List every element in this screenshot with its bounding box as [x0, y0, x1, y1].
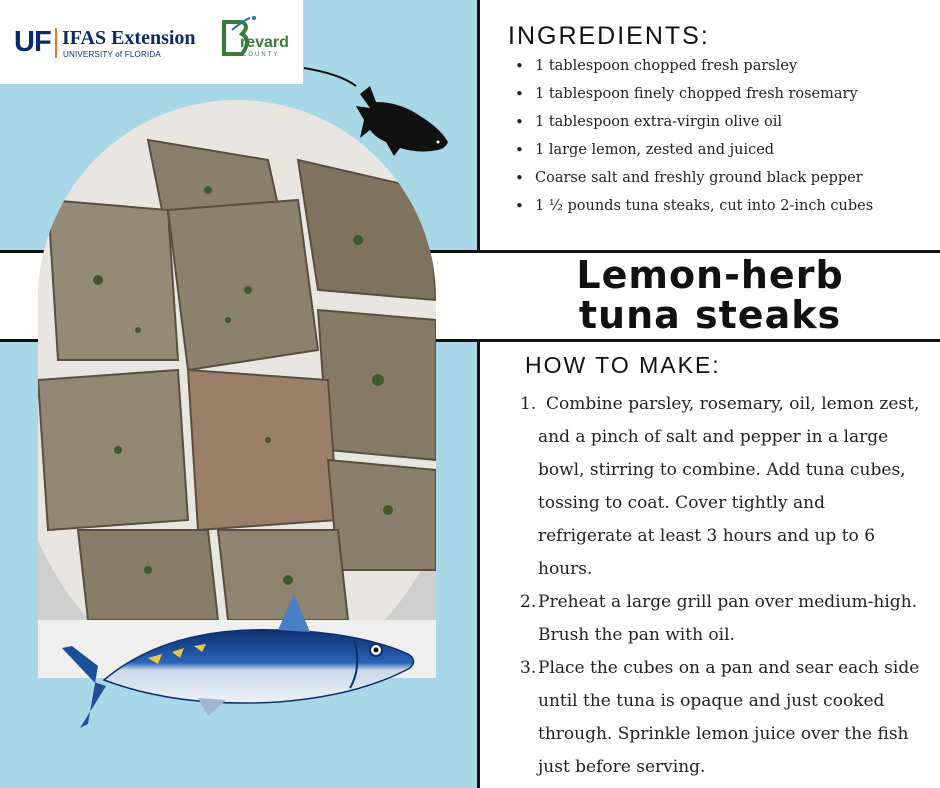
- uf-logo: UF: [14, 26, 51, 58]
- recipe-title: [540, 255, 880, 335]
- uf-logo-divider: [55, 28, 57, 58]
- ingredient-item: • 1 tablespoon extra-virgin olive oil: [515, 110, 873, 138]
- logo-box: [0, 0, 303, 84]
- ifas-extension-title: IFAS Extension: [62, 27, 196, 49]
- steps-list: [520, 388, 920, 784]
- bluefin-tuna-illustration: [58, 588, 422, 740]
- ingredient-item: • 1 tablespoon chopped fresh parsley: [515, 54, 873, 82]
- fish-silhouette-icon: [300, 64, 452, 156]
- step-text: Place the cubes on a pan and sear each side until the tuna is opaque and just cooked through. Sprinkle lemon juice over the fish just before serving.: [538, 658, 920, 777]
- step-item: [520, 388, 920, 586]
- step-number: 1.: [520, 394, 537, 414]
- step-item: [520, 586, 920, 652]
- brevard-wordmark: revard: [240, 34, 289, 51]
- ingredient-item: • Coarse salt and freshly ground black pepper: [515, 166, 873, 194]
- ingredients-list: [515, 54, 873, 222]
- how-to-make-heading: HOW TO MAKE:: [525, 352, 721, 378]
- ingredient-item: • 1 tablespoon finely chopped fresh rosemary: [515, 82, 873, 110]
- ingredients-heading: INGREDIENTS:: [508, 22, 710, 50]
- step-text: Combine parsley, rosemary, oil, lemon zest, and a pinch of salt and pepper in a large bowl, stirring to combine. Add tuna cubes, tossing to coat. Cover tightly and refrigerate at least 3 hours and up to 6 hours.: [538, 394, 920, 579]
- ingredient-item: • 1 large lemon, zested and juiced: [515, 138, 873, 166]
- university-of-florida-label: UNIVERSITY of FLORIDA: [63, 50, 161, 59]
- step-text: Preheat a large grill pan over medium-high. Brush the pan with oil.: [538, 592, 918, 645]
- recipe-title-line2: tuna steaks: [578, 293, 842, 337]
- county-wordmark: COUNTY: [242, 52, 280, 58]
- vertical-divider: [477, 0, 480, 788]
- step-number: 3.: [520, 658, 537, 678]
- ingredient-item: • 1 ½ pounds tuna steaks, cut into 2-inch cubes: [515, 194, 873, 222]
- step-item: [520, 652, 920, 784]
- recipe-title-line1: Lemon-herb: [576, 253, 844, 297]
- step-number: 2.: [520, 592, 537, 612]
